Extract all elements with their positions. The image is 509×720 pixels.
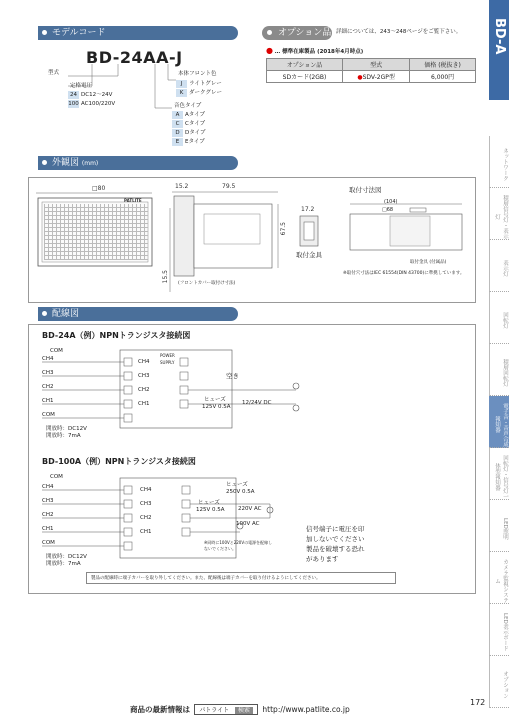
ch-label: CH2 <box>42 512 54 518</box>
dim-bottom: 15.5 <box>162 270 169 284</box>
color-row: K ダークグレー <box>176 89 222 97</box>
options-header: 型式 <box>343 59 410 71</box>
tone-title: 音色タイプ <box>174 103 202 109</box>
dc-label: 12/24V DC <box>242 400 272 406</box>
sidebar-item[interactable]: 回転灯 <box>489 292 509 344</box>
tone-row: D Dタイプ <box>172 129 205 137</box>
options-section-title: オプション品 <box>262 26 332 40</box>
com-label: COM <box>42 540 55 546</box>
mount-drawing <box>340 198 470 258</box>
power-note: ※同時に100Vと220Vの電源を配線しないでください。 <box>204 540 273 551</box>
inner-ch-label: CH3 <box>138 373 150 379</box>
sidebar-item[interactable]: 電子音・音声合成報知器 <box>489 396 509 448</box>
inner-ch-label: CH2 <box>140 515 152 521</box>
side-title-tab <box>489 0 509 100</box>
options-note: 詳細については、243〜248ページをご覧下さい。 <box>336 29 462 35</box>
bracket-label: 取付金具 <box>296 251 322 259</box>
sidebar-item[interactable]: オプション <box>489 656 509 708</box>
inner-ch-label: CH1 <box>138 401 150 407</box>
power-label: POWER SUPPLY <box>160 353 175 365</box>
options-header: 価格 (税抜き) <box>410 59 476 71</box>
footer-bar <box>130 704 350 715</box>
exterior-section-title: 外観図 (mm) <box>38 156 238 170</box>
com-label: COM <box>42 412 55 418</box>
fuse-rating: 125V 0.5A <box>202 404 231 410</box>
panel-note: ※取付穴寸法はIEC 61554(DIN 43700)に準拠しています。 <box>343 271 465 276</box>
open-note: 開放時：DC12V <box>46 554 87 560</box>
speaker-grille <box>44 204 148 260</box>
warning-text: 信号端子に電圧を印加しないでください製品を破壊する恐れがあります <box>306 525 365 563</box>
ac100-label: 100V AC <box>236 521 260 527</box>
brand-logo: PATLITE <box>124 198 142 203</box>
com-label: COM <box>50 474 63 480</box>
inner-ch-label: CH3 <box>140 501 152 507</box>
open-note: 開放時：7mA <box>46 433 81 439</box>
dim-bracket: 17.2 <box>301 206 315 213</box>
stock-dot-icon: ● <box>357 74 363 81</box>
diagram2-title: BD-100A（例）NPNトランジスタ接続図 <box>42 457 196 466</box>
ch-label: CH4 <box>42 356 54 362</box>
fuse-label: ヒューズ <box>226 482 248 488</box>
inner-ch-label: CH4 <box>138 359 150 365</box>
voltage-row: 24 DC12〜24V <box>70 92 113 98</box>
tone-row: E Eタイプ <box>172 138 205 146</box>
fuse-rating: 125V 0.5A <box>196 507 225 513</box>
footer-text: 商品の最新情報は <box>130 705 190 714</box>
sidebar-item[interactable]: ネットワーク <box>489 136 509 188</box>
inner-ch-label: CH4 <box>140 487 152 493</box>
ac220-label: 220V AC <box>238 506 262 512</box>
ch-label: CH3 <box>42 370 54 376</box>
model-code-leader-lines <box>0 0 280 160</box>
inner-ch-label: CH1 <box>140 529 152 535</box>
page-number: 172 <box>470 698 486 707</box>
footer-url[interactable]: http://www.patlite.co.jp <box>262 705 350 714</box>
footer-search-box: パトライト 検索 <box>194 704 258 715</box>
fuse-label: ヒューズ <box>204 397 226 403</box>
tone-row: C Cタイプ <box>172 120 205 128</box>
footer-search-button[interactable]: 検索 <box>235 707 253 714</box>
stock-dot-icon: ● <box>266 46 273 55</box>
color-row: J ライトグレー <box>176 80 222 88</box>
ch-label: CH1 <box>42 526 54 532</box>
dim-side-b: 79.5 <box>222 183 236 190</box>
dim-104: (104) <box>384 199 398 205</box>
ch-label: CH3 <box>42 498 54 504</box>
fuse-label: ヒューズ <box>198 500 220 506</box>
sidebar-item[interactable]: LED表示ボード <box>489 604 509 656</box>
inner-ch-label: CH2 <box>138 387 150 393</box>
ch-label: CH4 <box>42 484 54 490</box>
front-color-title: 本体フロント色 <box>178 71 217 77</box>
sidebar-item[interactable]: 回転灯・信号灯一体型報知器 <box>489 448 509 500</box>
bracket-drawing <box>296 212 326 252</box>
model-section-title: モデルコード <box>38 26 238 40</box>
dim-front: □80 <box>92 185 106 192</box>
options-table <box>266 58 476 83</box>
tone-row: A Aタイプ <box>172 111 205 119</box>
katashiki-label: 型式 <box>48 70 60 76</box>
fuse-rating: 250V 0.5A <box>226 489 255 495</box>
front-cover-note: (フロントカバー取付け寸法) <box>178 281 236 286</box>
aki-label: 空き <box>226 372 239 380</box>
rated-voltage-title: 定格電圧 <box>70 83 93 89</box>
sidebar-item[interactable]: LED照明 <box>489 500 509 552</box>
ch-label: CH1 <box>42 398 54 404</box>
mount-title: 取付寸法図 <box>349 186 382 194</box>
table-row: SDカード(2GB) ●SDV-2GP型 6,000円 <box>267 71 476 83</box>
model-code: BD-24AA-J <box>86 48 183 67</box>
side-title: BD-A <box>492 18 507 55</box>
ch-label: CH2 <box>42 384 54 390</box>
sidebar-item[interactable]: 積層信号灯・表示灯 <box>489 188 509 240</box>
sidebar-item[interactable]: 表示灯 <box>489 240 509 292</box>
diagram1-title: BD-24A（例）NPNトランジスタ接続図 <box>42 331 191 340</box>
sidebar-item[interactable]: カメラ監視システム <box>489 552 509 604</box>
com-label: COM <box>50 348 63 354</box>
sidebar-item[interactable]: 積層回転灯 <box>489 344 509 396</box>
dim-side-a: 15.2 <box>175 183 189 190</box>
open-note: 開放時：7mA <box>46 561 81 567</box>
options-header: オプション品 <box>267 59 343 71</box>
voltage-row: 100 AC100/220V <box>68 101 116 107</box>
open-note: 開放時：DC12V <box>46 426 87 432</box>
wiring-section-title: 配線図 <box>38 307 238 321</box>
wiring-footer-note: 製品の配線時に端子カバーを取り外してください。また、配線後は端子カバーを取り付けるようにしてください。 <box>86 572 396 584</box>
mount-note: 取付金具 (付属品) <box>410 260 447 265</box>
stock-legend: ● … 標準在庫製品 (2018年4月時点) <box>266 46 364 55</box>
dim-68: □68 <box>382 207 394 213</box>
dim-height: 67.5 <box>280 222 287 236</box>
